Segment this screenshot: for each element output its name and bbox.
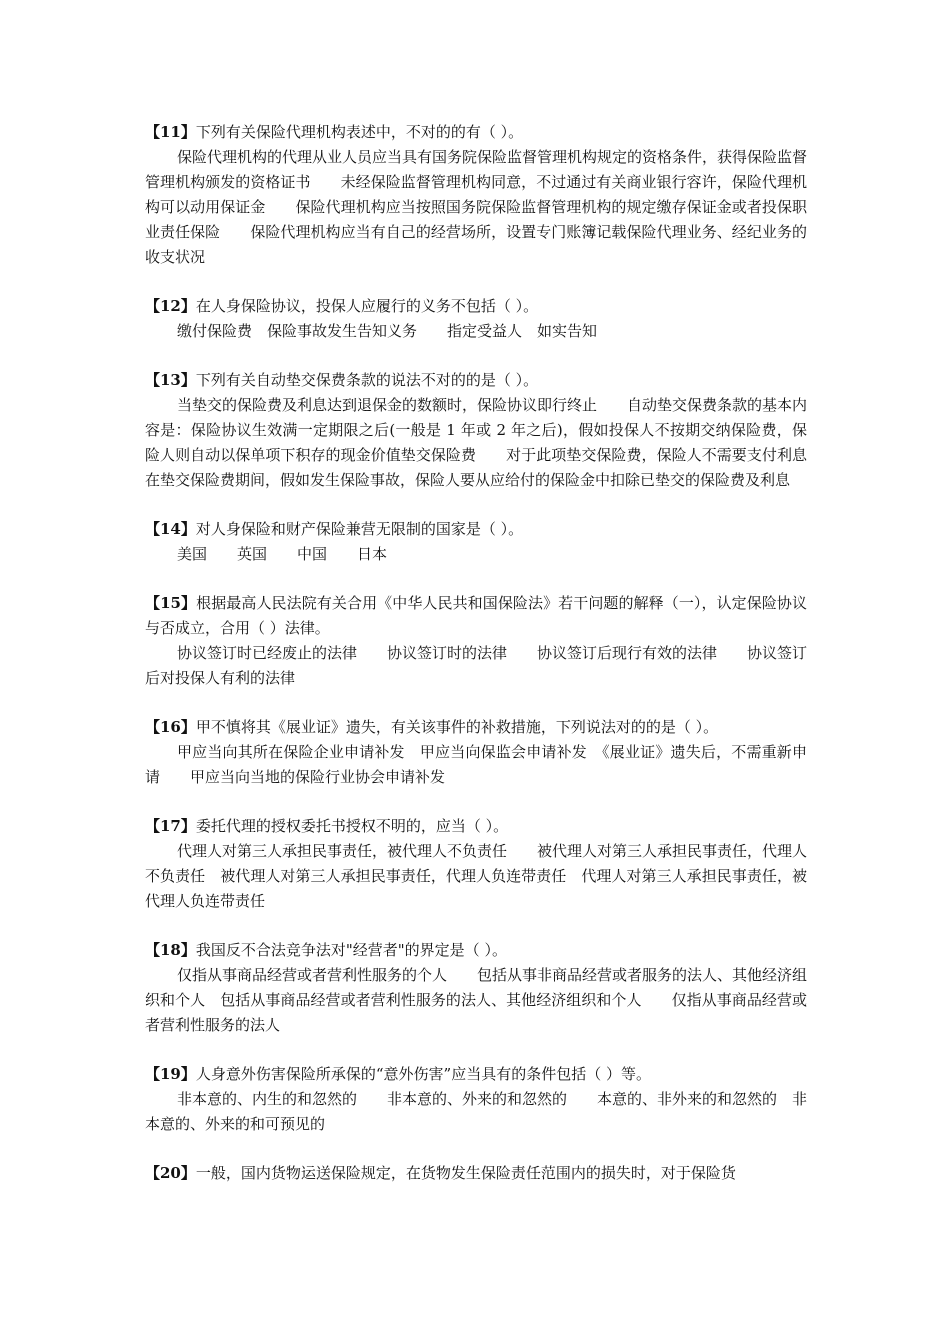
question-text: 我国反不合法竞争法对"经营者"的界定是（ ）。 — [195, 941, 507, 959]
question-number: 【15】 — [145, 594, 197, 612]
question-stem — [145, 814, 807, 839]
question-number: 【20】 — [145, 1164, 196, 1182]
question-text: 委托代理的授权委托书授权不明的，应当（ ）。 — [195, 817, 509, 835]
question-stem — [145, 1062, 807, 1087]
question-stem — [145, 1161, 807, 1186]
question-text: 根据最高人民法院有关合用《中华人民共和国保险法》若干问题的解释（一），认定保险协议与否成立，合用（ ）法律。 — [145, 594, 808, 637]
question-15 — [145, 591, 807, 691]
question-17 — [145, 814, 807, 914]
question-number: 【18】 — [145, 941, 196, 959]
question-stem — [145, 591, 807, 641]
document-page — [145, 120, 823, 1210]
question-options: 保险代理机构的代理从业人员应当具有国务院保险监督管理机构规定的资格条件，获得保险监督管理机构颁发的资格证书 未经保险监督管理机构同意，不过通过有关商业银行容许，保险代理机构可以动用保证金 保险代理机构应当按照国务院保险监督管理机构的规定缴存保证金或者投保职业责任保险 保险代理机构应当有自己的经营场所，设置专门账簿记载保险代理业务、经纪业务的收支状况 — [145, 148, 808, 266]
question-text: 一般，国内货物运送保险规定，在货物发生保险责任范围内的损失时，对于保险货 — [195, 1164, 736, 1182]
question-number: 【11】 — [145, 123, 196, 141]
question-text: 在人身保险协议，投保人应履行的义务不包括（ ）。 — [195, 297, 539, 315]
question-number: 【19】 — [145, 1065, 196, 1083]
question-text: 甲不慎将其《展业证》遗失，有关该事件的补救措施，下列说法对的的是（ ）。 — [195, 718, 719, 736]
question-options: 非本意的、内生的和忽然的 非本意的、外来的和忽然的 本意的、非外来的和忽然的 非本意的、外来的和可预见的 — [145, 1090, 808, 1133]
question-stem — [145, 517, 807, 542]
question-options: 甲应当向其所在保险企业申请补发 甲应当向保监会申请补发 《展业证》遗失后，不需重新申请 甲应当向当地的保险行业协会申请补发 — [145, 743, 807, 786]
question-stem — [145, 715, 807, 740]
question-11 — [145, 120, 807, 270]
question-stem — [145, 368, 807, 393]
question-options: 缴付保险费 保险事故发生告知义务 指定受益人 如实告知 — [177, 322, 598, 340]
question-12 — [145, 294, 807, 344]
question-14 — [145, 517, 807, 567]
question-number: 【16】 — [145, 718, 196, 736]
question-number: 【14】 — [145, 520, 196, 538]
question-number: 【17】 — [145, 817, 196, 835]
question-13 — [145, 368, 823, 493]
question-text: 下列有关自动垫交保费条款的说法不对的的是（ ）。 — [195, 371, 539, 389]
question-options: 代理人对第三人承担民事责任，被代理人不负责任 被代理人对第三人承担民事责任，代理人不负责任 被代理人对第三人承担民事责任，代理人负连带责任 代理人对第三人承担民事责任，被代理人负连带责任 — [145, 842, 808, 910]
question-number: 【12】 — [145, 297, 196, 315]
question-stem — [145, 120, 807, 145]
question-options: 协议签订时已经废止的法律 协议签订时的法律 协议签订后现行有效的法律 协议签订后对投保人有利的法律 — [145, 644, 808, 687]
question-text: 人身意外伤害保险所承保的“意外伤害”应当具有的条件包括（ ）等。 — [195, 1065, 651, 1083]
question-text: 对人身保险和财产保险兼营无限制的国家是（ ）。 — [195, 520, 524, 538]
question-options: 美国 英国 中国 日本 — [177, 545, 388, 563]
question-stem — [145, 294, 807, 319]
question-20 — [145, 1161, 807, 1186]
question-options: 仅指从事商品经营或者营利性服务的个人 包括从事非商品经营或者服务的法人、其他经济组织和个人 包括从事商品经营或者营利性服务的法人、其他经济组织和个人 仅指从事商品经营或者营利性服务的法人 — [145, 966, 808, 1034]
question-18 — [145, 938, 807, 1038]
question-number: 【13】 — [145, 371, 196, 389]
question-stem — [145, 938, 807, 963]
question-19 — [145, 1062, 807, 1137]
question-text: 下列有关保险代理机构表述中，不对的的有（ ）。 — [195, 123, 524, 141]
question-options: 当垫交的保险费及利息达到退保金的数额时，保险协议即行终止 自动垫交保费条款的基本内容是：保险协议生效满一定期限之后(一般是 1 年或 2 年之后)，假如投保人不按期交纳保险费，保险人则自动以保单项下积存的现金价值垫交保险费 对于此项垫交保险费，保险人不需要支付利息 在垫交保险费期间，假如发生保险事故，保险人要从应给付的保险金中扣除已垫交的保险费及利息 — [145, 396, 823, 489]
question-16 — [145, 715, 807, 790]
